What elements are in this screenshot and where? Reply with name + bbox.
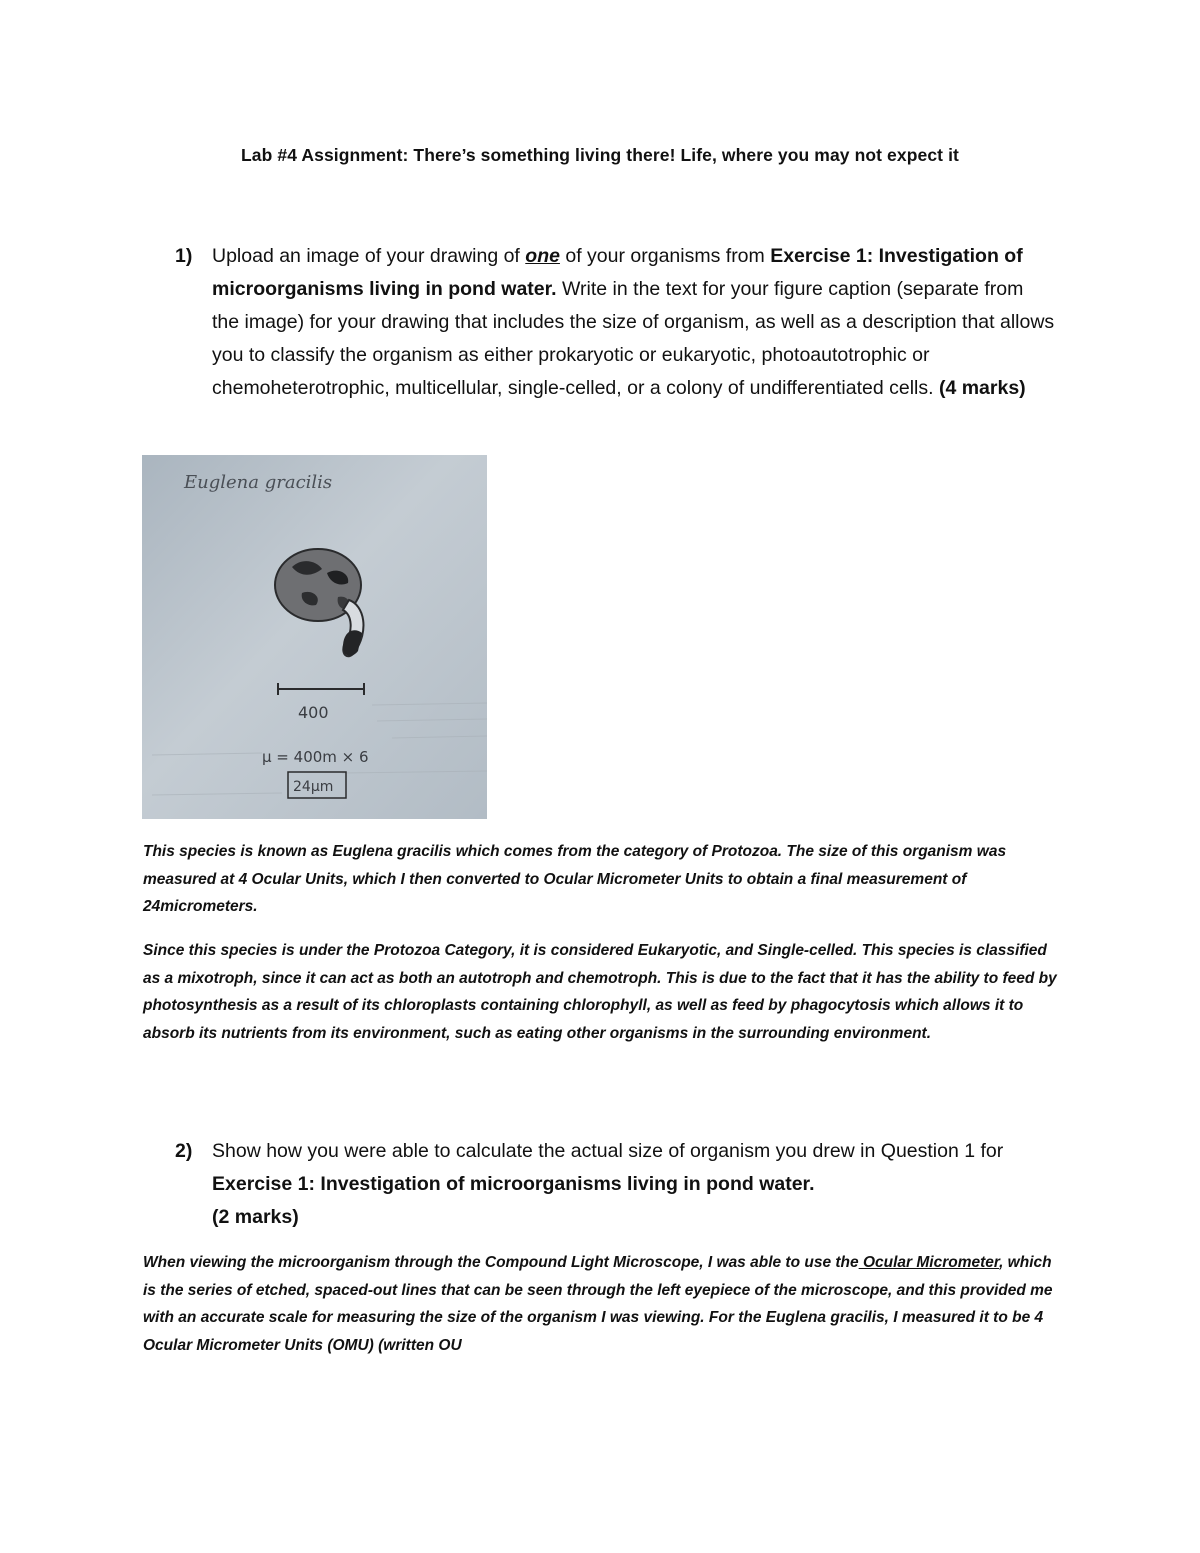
question-text: Show how you were able to calculate the actual size of organism you drew in Question 1 for Exercise 1: Investigation of microorganisms living in pond water. (2 marks) (212, 1140, 1004, 1228)
marks: (4 marks) (938, 377, 1026, 399)
exercise-title: Exercise 1: Investigation of microorganisms living in pond water. (212, 245, 1023, 300)
scale-value: 400 (298, 703, 329, 722)
question-1 (175, 240, 1055, 405)
caption-paragraph-1: This species is known as Euglena gracilis which comes from the category of Protozoa. The size of this organism was measured at 4 Ocular Units, which I then converted to Ocular Micrometer Units to obtain a final measurement of 24micrometers. (143, 843, 1007, 915)
question-2 (175, 1135, 1055, 1234)
page-title: Lab #4 Assignment: There’s something living there! Life, where you may not expect it (241, 145, 959, 165)
calc-result: 24μm (293, 779, 334, 795)
emphasis-one: one (525, 245, 560, 267)
ocular-micrometer-term: Ocular Micrometer (858, 1254, 1000, 1271)
calc-line: μ = 400m × 6 (262, 748, 369, 766)
exercise-title: Exercise 1: Investigation of microorganisms living in pond water. (212, 1173, 815, 1195)
organism-drawing-photo (142, 455, 487, 819)
question-number: 2) (175, 1140, 193, 1162)
caption-paragraph-2: Since this species is under the Protozoa Category, it is considered Eukaryotic, and Single-celled. This species is classified as a mixotroph, since it can act as both an autotroph and chemotroph. This is due to the fact that it has the ability to feed by photosynthesis as a result of its chloroplasts containing chlorophyll, as well as feed by phagocytosis which allows it to absorb its nutrients from its environment, such as eating other organisms in the surrounding environment. (143, 942, 1057, 1042)
drawing-label: Euglena gracilis (184, 472, 333, 493)
marks: (2 marks) (212, 1206, 299, 1228)
question-number: 1) (175, 245, 193, 267)
answer-2-paragraph: When viewing the microorganism through the Compound Light Microscope, I was able to use the Ocular Micrometer, which is the series of etched, spaced-out lines that can be seen through the left eyepiece of the microscope, and this provided me with an accurate scale for measuring the size of the organism I was viewing. For the Euglena gracilis, I measured it to be 4 Ocular Micrometer Units (OMU) (written OU (143, 1254, 1053, 1354)
question-text: Upload an image of your drawing of one of your organisms from Exercise 1: Investigation of microorganisms living in pond water. Write in the text for your figure caption (separate from the image) for your drawing that includes the size of organism, as well as a description that allows you to classify the organism as either prokaryotic or eukaryotic, photoautotrophic or chemoheterotrophic, multicellular, single-celled, or a colony of undifferentiated cells. (4 marks) (212, 245, 1055, 399)
